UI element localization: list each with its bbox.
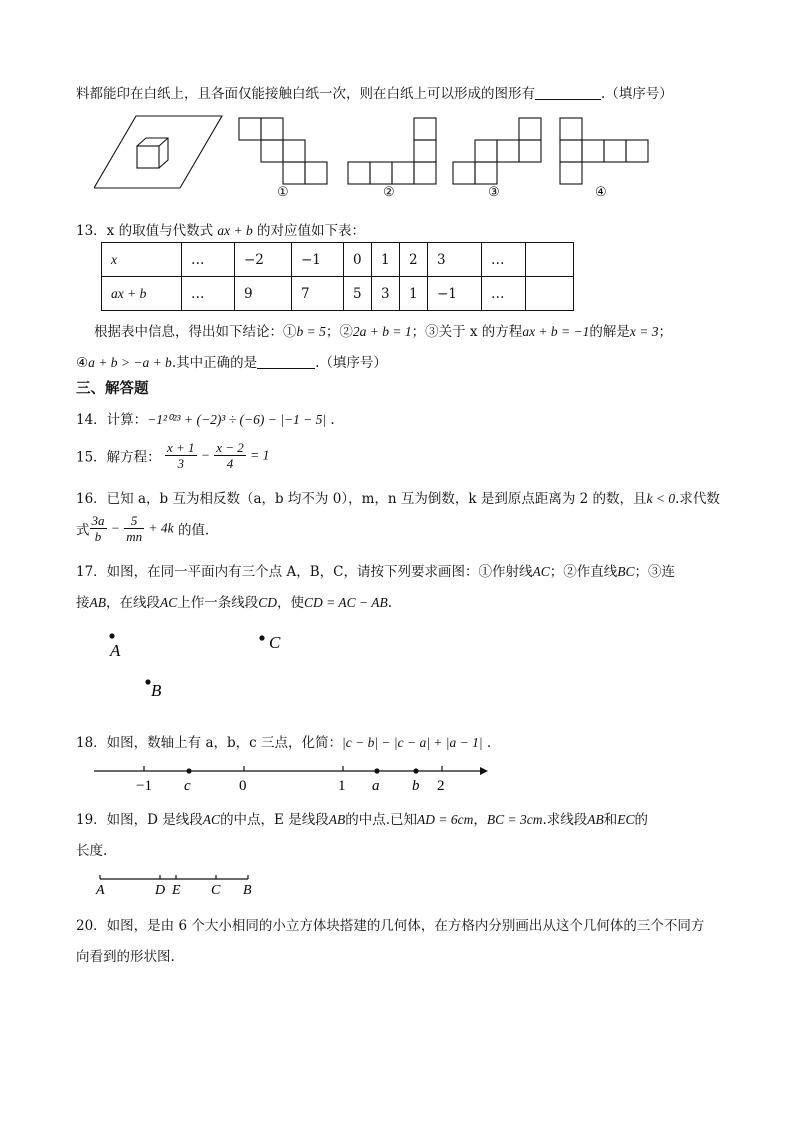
fraction-denominator: 3 (177, 456, 184, 471)
q19-line2: 长度. (76, 843, 108, 859)
fraction-numerator: x − 2 (216, 440, 244, 455)
q16-text: 16．已知 a，b 互为相反数（a，b 均不为 0），m，n 互为倒数，k 是到原点距离为 2 的数，且 (76, 491, 647, 507)
q19-math: AB (587, 812, 604, 827)
net-figure-4 (560, 118, 648, 184)
q17-text: ，使 (277, 595, 305, 611)
table-cell: 3 (372, 277, 400, 311)
q12-figures (94, 114, 654, 204)
point-label-a: a (372, 778, 380, 794)
q16-fraction-2 (124, 513, 144, 544)
fraction-denominator: 4 (226, 456, 234, 471)
table-cell: −1 (292, 243, 344, 277)
q19-math: AD = 6cm (417, 812, 474, 827)
point-label-c: C (211, 883, 221, 898)
q14-tail: . (330, 412, 335, 428)
q13-text: .（填序号） (315, 355, 387, 371)
q17-points-figure (100, 626, 300, 702)
q13-text: ④ (76, 355, 89, 371)
q16-fraction-1 (90, 513, 107, 544)
q18-line (76, 731, 491, 751)
q16-text: .求代数 (675, 491, 720, 507)
q17-line1 (76, 560, 675, 580)
q17-text: 接 (76, 595, 90, 611)
point-a-dot (374, 768, 379, 773)
q19-text: 的 (634, 812, 649, 828)
q13-intro-text: 13．x 的取值与代数式 (76, 223, 214, 239)
q13-math: ax + b = −1 (522, 324, 590, 339)
q19-math: AC (202, 812, 221, 827)
q17-text: ；②作直线 (549, 564, 618, 580)
q17-math: BC (617, 564, 635, 579)
paper-with-cube-figure (94, 116, 222, 188)
table-cell: −2 (235, 243, 292, 277)
table-cell (526, 277, 574, 311)
q13-text: ；② (325, 324, 353, 340)
q16-line1 (76, 487, 720, 507)
net-figure-3 (453, 118, 541, 184)
tick-label: 0 (239, 778, 247, 794)
q17-text: 上作一条线段 (177, 595, 259, 611)
q16-plus-term: + 4k (148, 520, 174, 536)
q19-text: ， (473, 812, 487, 828)
point-label-a: A (110, 641, 121, 660)
point-b-dot (413, 768, 418, 773)
q14-label: 14．计算： (76, 412, 148, 428)
q17-math: AC (160, 595, 178, 610)
q16-text: 式 (76, 522, 90, 539)
point-a-dot (109, 633, 114, 638)
table-cell: 7 (292, 277, 344, 311)
q16-text: 的值. (177, 522, 210, 539)
number-line-arrow (480, 767, 488, 775)
q12-answer-blank[interactable] (535, 85, 601, 100)
table-cell: 1 (400, 277, 428, 311)
q18-expr: |c − b| − |c − a| + |a − 1| (342, 735, 483, 750)
q19-math: EC (617, 812, 635, 827)
table-cell: 3 (428, 243, 482, 277)
q19-text: 的中点.已知 (345, 812, 418, 828)
net-figure-1 (239, 118, 327, 184)
table-cell: 9 (235, 277, 292, 311)
q13-value-table (101, 242, 574, 311)
q12-text-line (76, 82, 673, 102)
net-label-3: ③ (488, 185, 500, 200)
q13-text: 的解是 (589, 324, 630, 340)
q13-conclusions-line1 (94, 320, 672, 340)
q15-label: 15．解方程： (76, 449, 161, 466)
q17-text: ；③连 (634, 564, 675, 580)
net-figure-2 (348, 118, 436, 184)
q13-math: a + b > −a + b (88, 355, 172, 370)
net-label-4: ④ (595, 185, 607, 200)
q13-conclusions-line2 (76, 351, 387, 371)
q17-math: CD = AC − AB (304, 595, 388, 610)
table-cell-header: ax + b (102, 277, 182, 311)
table-cell: … (182, 243, 235, 277)
table-row (102, 277, 574, 311)
point-label-b: b (412, 778, 420, 794)
q19-line1 (76, 808, 648, 828)
q19-math: AB (328, 812, 346, 827)
q12-tail: .（填序号） (601, 86, 673, 102)
q13-math: 2a + b = 1 (352, 324, 412, 339)
table-cell: 2 (400, 243, 428, 277)
q13-math: b = 5 (296, 324, 326, 339)
point-label-a: A (96, 883, 105, 898)
tick-label: −1 (136, 778, 152, 794)
q15-fraction-2 (214, 440, 246, 471)
q17-math: AB (89, 595, 106, 610)
table-cell: … (182, 277, 235, 311)
fraction-denominator: b (94, 529, 102, 544)
section-heading: 三、解答题 (76, 380, 149, 397)
q17-line2 (76, 591, 392, 611)
q16-line2 (76, 513, 209, 544)
q19-segment-figure (94, 872, 264, 900)
q20-line1: 20．如图，是由 6 个大小相同的小立方体块搭建的几何体，在方格内分别画出从这个几何体的三个不同方 (76, 918, 705, 934)
q19-text: 和 (603, 812, 618, 828)
q17-math: AC (532, 564, 550, 579)
q15-equals: = 1 (250, 447, 270, 463)
q19-text: .求线段 (542, 812, 588, 828)
q13-intro (76, 219, 365, 239)
q18-label: 18．如图，数轴上有 a，b，c 三点，化简： (76, 735, 343, 751)
point-label-d: D (155, 883, 166, 898)
point-c-dot (186, 768, 191, 773)
fraction-denominator: mn (126, 529, 143, 544)
fraction-numerator: 5 (124, 513, 144, 529)
q15-fraction-1 (165, 440, 197, 471)
q13-answer-blank[interactable] (257, 354, 315, 369)
q20-line2: 向看到的形状图. (76, 949, 175, 965)
table-cell: … (482, 243, 526, 277)
q17-text: 17．如图，在同一平面内有三个点 A，B，C，请按下列要求画图：①作射线 (76, 564, 533, 580)
q13-intro-expr: ax + b (217, 223, 253, 238)
q13-intro-tail: 的对应值如下表： (257, 223, 366, 239)
q17-text: . (387, 595, 393, 611)
q13-text: 根据表中信息，得出如下结论：① (94, 324, 297, 340)
table-cell: −1 (428, 277, 482, 311)
q17-math: CD (258, 595, 278, 610)
q17-text: ，在线段 (106, 595, 160, 611)
point-label-b: B (151, 681, 162, 700)
table-cell: 5 (344, 277, 372, 311)
fraction-numerator: 3a (91, 513, 105, 528)
point-b-dot (145, 679, 150, 684)
q15-line (76, 440, 269, 471)
table-cell-header: x (102, 243, 182, 277)
point-label-c: c (184, 778, 191, 794)
table-row (102, 243, 574, 277)
table-cell: … (482, 277, 526, 311)
table-cell (526, 243, 574, 277)
point-label-c: C (269, 633, 281, 652)
point-label-b: B (243, 883, 252, 898)
q13-math: x = 3 (629, 324, 659, 339)
tick-label: 2 (437, 778, 445, 794)
q12-text: 料都能印在白纸上，且各面仅能接触白纸一次，则在白纸上可以形成的图形有 (76, 86, 535, 102)
table-cell: 0 (344, 243, 372, 277)
fraction-numerator: x + 1 (166, 440, 195, 455)
q16-minus: − (110, 520, 120, 536)
net-label-1: ① (277, 185, 289, 200)
tick-label: 1 (338, 778, 346, 794)
q15-minus: − (200, 447, 210, 463)
net-label-2: ② (383, 185, 395, 200)
q18-tail: . (486, 735, 492, 751)
q13-text: .其中正确的是 (171, 355, 258, 371)
q19-text: 19．如图，D 是线段 (76, 812, 203, 828)
point-c-dot (259, 635, 264, 640)
q18-number-line (92, 760, 492, 796)
q16-math: k < 0 (646, 491, 676, 506)
q14-line (76, 408, 335, 428)
q13-text: ； (658, 324, 672, 340)
table-cell: 1 (372, 243, 400, 277)
q13-text: ；③关于 x 的方程 (411, 324, 523, 340)
q14-expr: −1²⁰²³ + (−2)³ ÷ (−6) − |−1 − 5| (147, 412, 327, 427)
point-label-e: E (172, 883, 181, 898)
q19-math: BC = 3cm (486, 812, 543, 827)
q19-text: 的中点，E 是线段 (220, 812, 329, 828)
